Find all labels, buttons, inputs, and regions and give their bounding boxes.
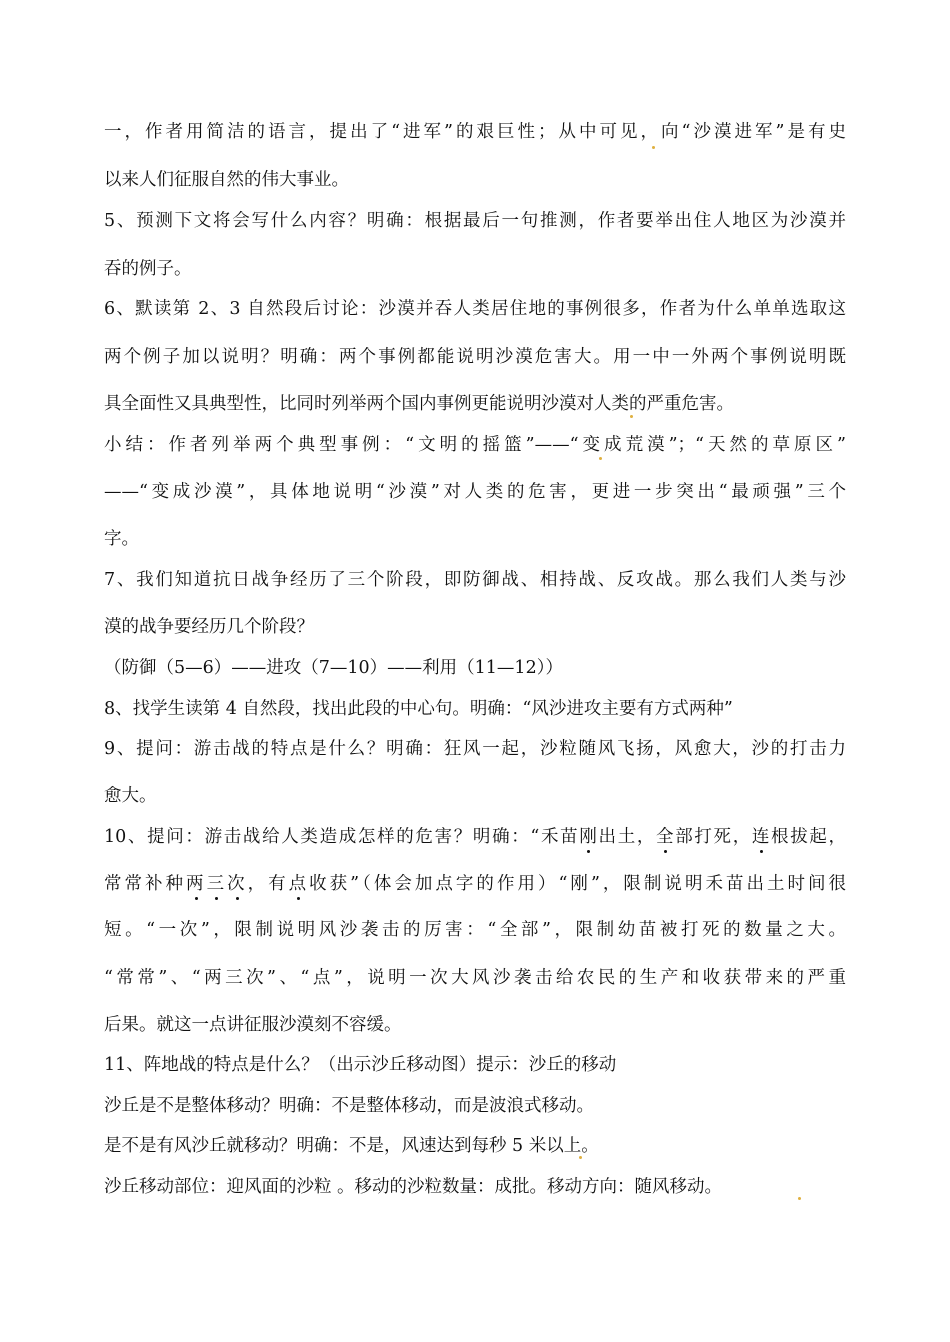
text-line: 沙丘移动部位：迎风面的沙粒 。移动的沙粒数量：成批。移动方向：随风移动。 bbox=[104, 1177, 723, 1197]
text-line: 沙丘是不是整体移动？明确：不是整体移动，而是波浪式移动。 bbox=[104, 1096, 594, 1116]
text-line-emphasis: 10、提问：游击战给人类造成怎样的危害？明确：“禾苗刚出土，全部打死，连根拔起， bbox=[104, 827, 847, 847]
scan-mark bbox=[798, 1197, 801, 1200]
emphasis-dot-char: 点 bbox=[288, 874, 310, 894]
text-line: 一，作者用简洁的语言，提出了“进军”的艰巨性；从中可见，向“沙漠进军”是有史 bbox=[104, 122, 846, 142]
emphasis-dot-char: 全 bbox=[656, 827, 676, 847]
scan-mark bbox=[630, 415, 633, 418]
text-line: 以来人们征服自然的伟大事业。 bbox=[104, 170, 349, 190]
text-line: 具全面性又具典型性，比同时列举两个国内事例更能说明沙漠对人类的严重危害。 bbox=[104, 394, 734, 414]
emphasis-dot-char: 两 bbox=[186, 874, 207, 894]
text-line-emphasis: 常常补种两三次，有点收获”（体会加点字的作用）“刚”，限制说明禾苗出土时间很 bbox=[104, 874, 847, 894]
text-line: 字。 bbox=[104, 529, 139, 549]
text-line: 吞的例子。 bbox=[104, 259, 192, 279]
text-line: 短。“一次”，限制说明风沙袭击的厉害：“全部”，限制幼苗被打死的数量之大。 bbox=[104, 920, 846, 940]
emphasis-dot-char: 连 bbox=[751, 827, 772, 847]
text-line: （防御（5—6）——进攻（7—10）——利用（11—12）） bbox=[104, 658, 563, 678]
scan-mark bbox=[579, 1156, 582, 1159]
scan-mark bbox=[599, 457, 602, 460]
text-line: “常常”、“两三次”、“点”，说明一次大风沙袭击给农民的生产和收获带来的严重 bbox=[104, 968, 846, 988]
text-line: 8、找学生读第 4 自然段，找出此段的中心句。明确：“风沙进攻主要有方式两种” bbox=[104, 699, 733, 719]
text-line: 9、提问：游击战的特点是什么？明确：狂风一起，沙粒随风飞扬，风愈大，沙的打击力 bbox=[104, 739, 846, 759]
text-line: 6、默读第 2、3 自然段后讨论：沙漠并吞人类居住地的事例很多，作者为什么单单选取这 bbox=[104, 299, 846, 319]
text-line: 11、阵地战的特点是什么？（出示沙丘移动图）提示：沙丘的移动 bbox=[104, 1055, 617, 1075]
emphasis-dot-char: 次 bbox=[227, 874, 248, 894]
emphasis-dot-char: 刚 bbox=[579, 827, 599, 847]
scan-mark bbox=[652, 146, 655, 149]
text-line: 是不是有风沙丘就移动？明确：不是，风速达到每秒 5 米以上。 bbox=[104, 1136, 599, 1156]
text-line: 后果。就这一点讲征服沙漠刻不容缓。 bbox=[104, 1015, 402, 1035]
text-line: ——“变成沙漠”，具体地说明“沙漠”对人类的危害，更进一步突出“最顽强”三个 bbox=[104, 482, 846, 502]
text-line: 两个例子加以说明？明确：两个事例都能说明沙漠危害大。用一中一外两个事例说明既 bbox=[104, 347, 846, 367]
text-line: 愈大。 bbox=[104, 786, 157, 806]
text-line: 小结：作者列举两个典型事例：“文明的摇篮”——“变成荒漠”；“天然的草原区” bbox=[104, 435, 846, 455]
text-line: 5、预测下文将会写什么内容？明确：根据最后一句推测，作者要举出住人地区为沙漠并 bbox=[104, 211, 846, 231]
text-line: 7、我们知道抗日战争经历了三个阶段，即防御战、相持战、反攻战。那么我们人类与沙 bbox=[104, 570, 846, 590]
text-line: 漠的战争要经历几个阶段？ bbox=[104, 617, 314, 637]
emphasis-dot-char: 三 bbox=[206, 874, 228, 894]
